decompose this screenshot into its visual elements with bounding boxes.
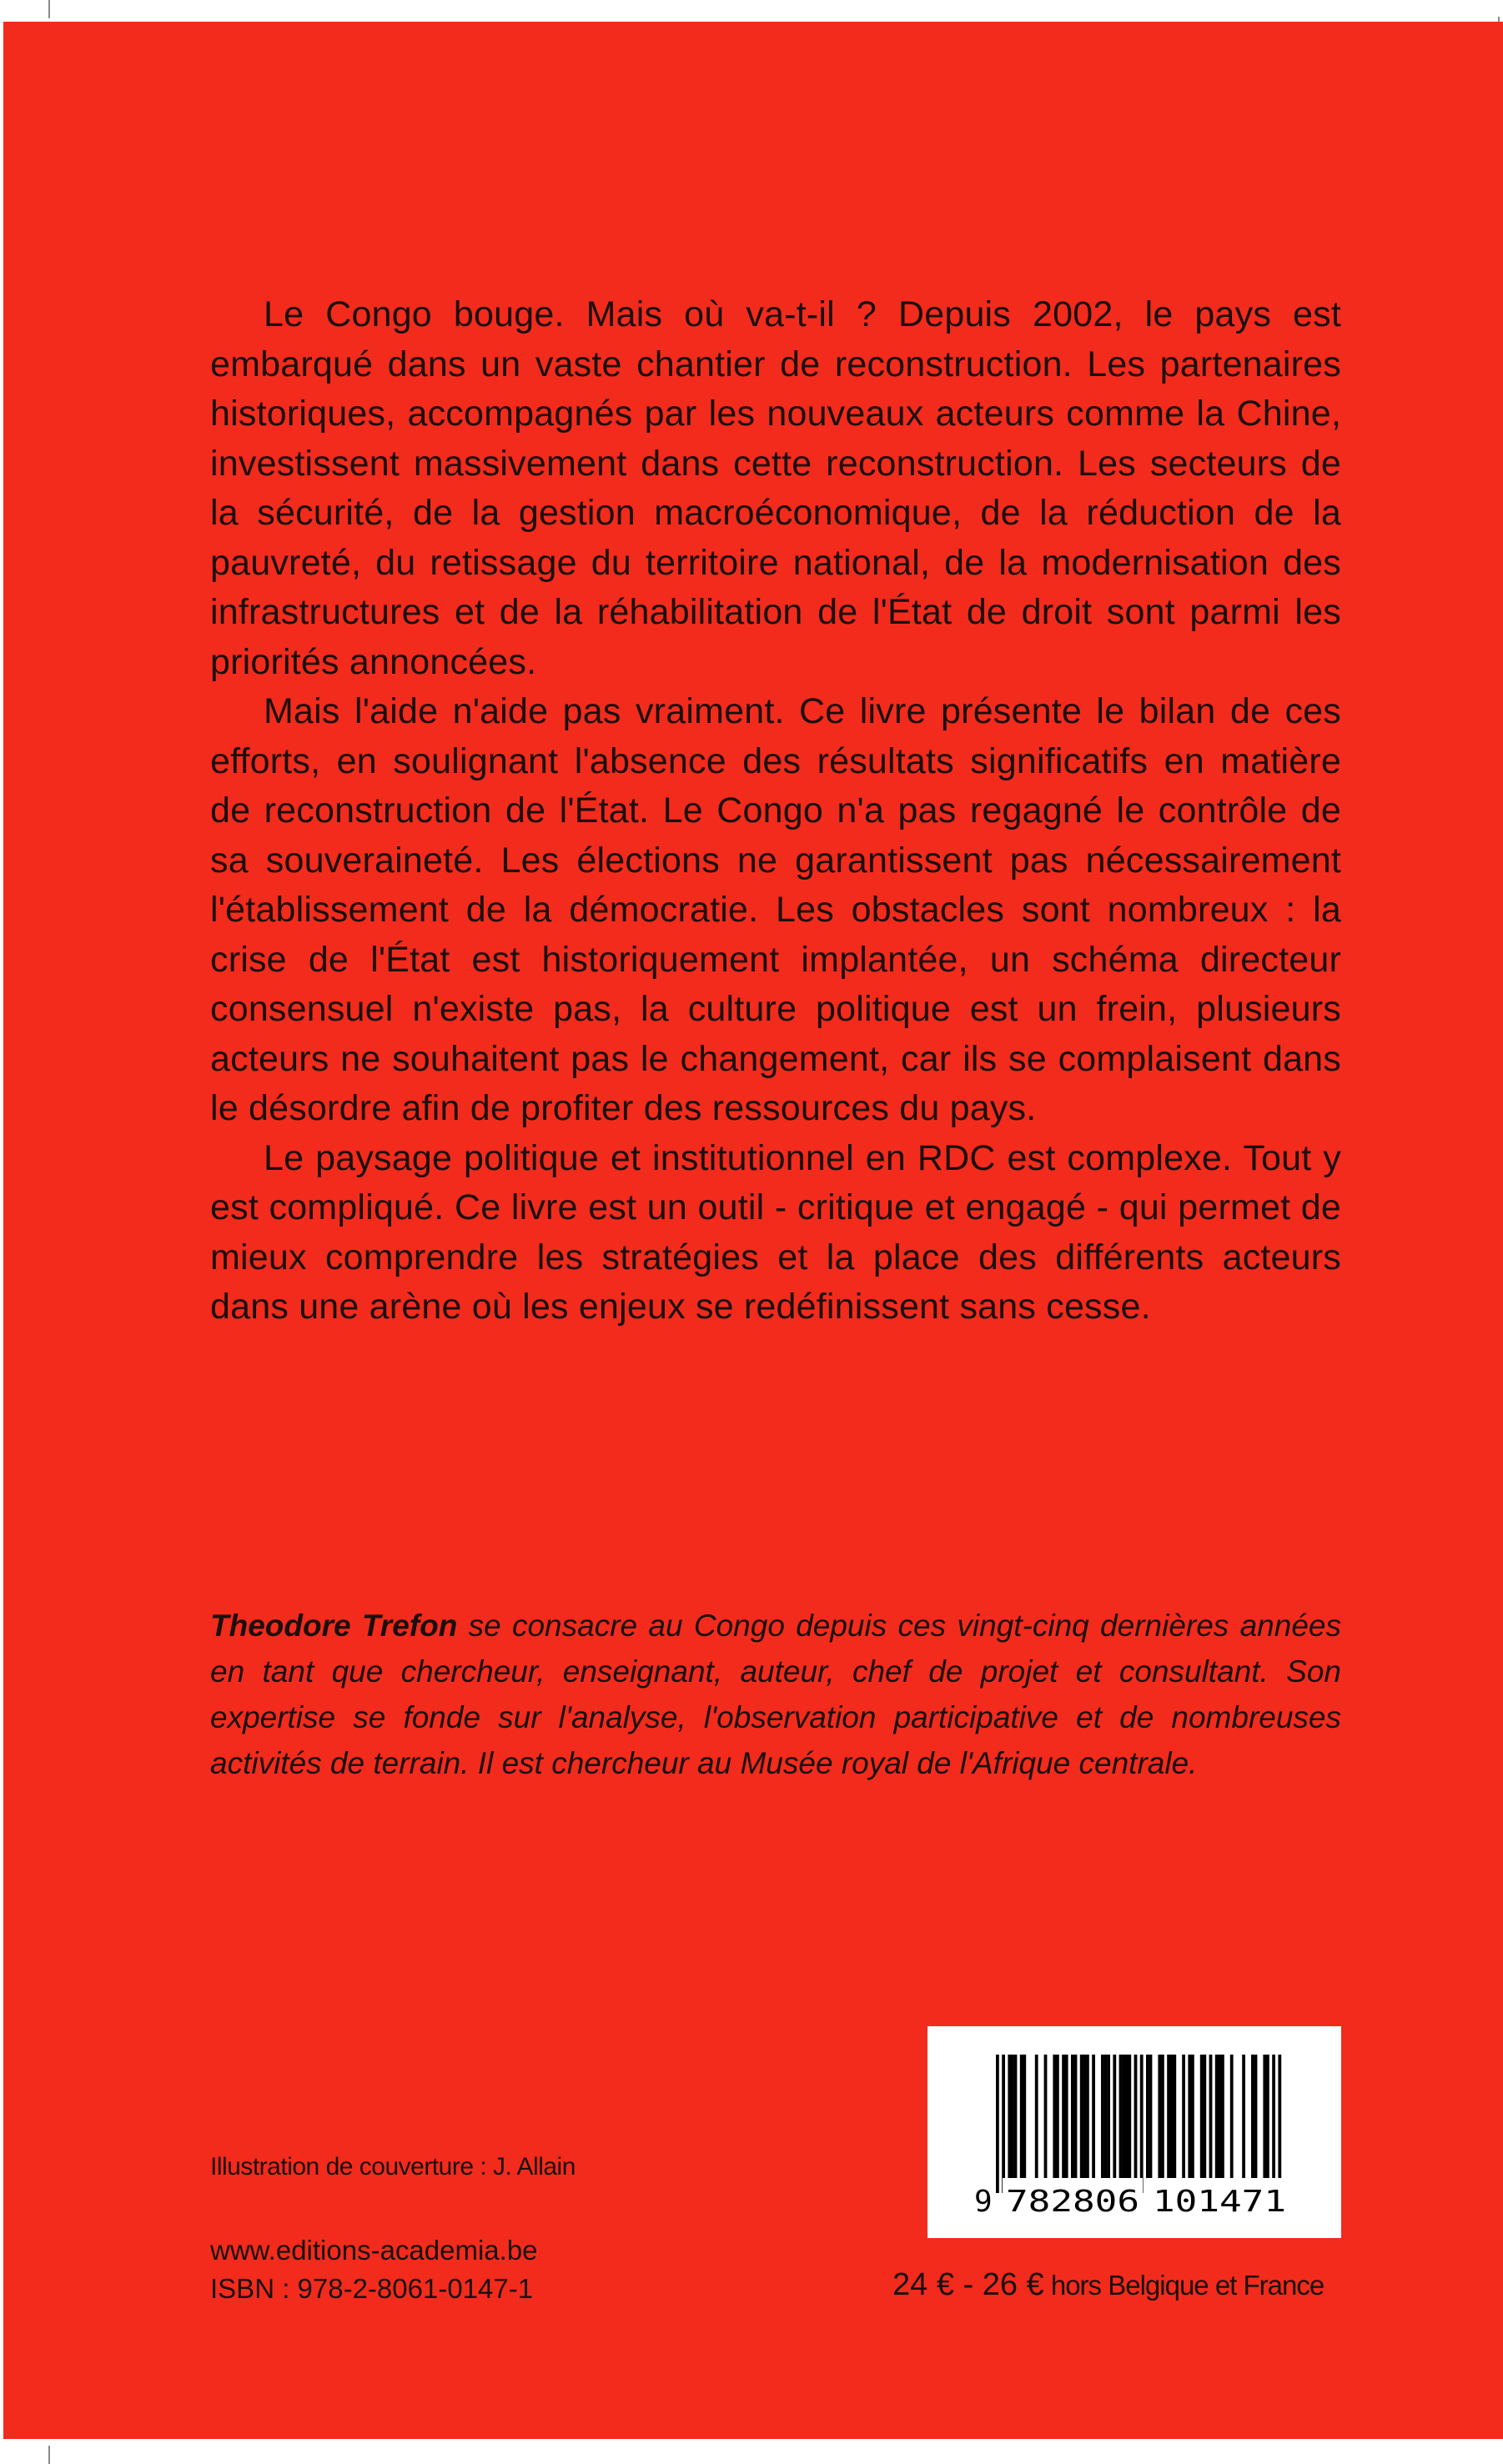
barcode-graphic — [971, 2055, 1301, 2218]
barcode-bar — [1062, 2055, 1065, 2178]
barcode-bar — [1263, 2055, 1266, 2178]
author-bio-text: se consacre au Congo depuis ces vingt-cinq dernières années en tant que chercheur, enseignant, auteur, chef de projet et consultant. Son expertise se fonde sur l'analyse, l'observation participative et de nombreuses activités de terrain. Il est chercheur au Musée royal de l'Afrique centrale. — [210, 1608, 1341, 1780]
barcode-bar — [1161, 2055, 1164, 2178]
barcode-bar — [1008, 2055, 1011, 2178]
barcode-bar — [1158, 2055, 1161, 2178]
barcode-bar — [1128, 2055, 1131, 2178]
barcode-bar — [1203, 2055, 1206, 2178]
barcode-first-digit: 9 — [974, 2185, 993, 2218]
barcode-bar — [1083, 2055, 1086, 2178]
barcode-bar — [1071, 2055, 1074, 2178]
barcode-bar — [1278, 2055, 1281, 2193]
price — [892, 2267, 1324, 2303]
barcode-bar — [1134, 2055, 1138, 2193]
crop-mark-top-left — [48, 0, 50, 18]
price-note: hors Belgique et France — [1043, 2270, 1325, 2301]
blurb-text — [210, 290, 1341, 1332]
barcode-bar — [1119, 2055, 1123, 2178]
barcode-bar — [1251, 2055, 1254, 2178]
barcode-bar — [996, 2055, 999, 2193]
barcode-bar — [1242, 2055, 1245, 2178]
barcode — [927, 2026, 1341, 2238]
barcode-bar — [1053, 2055, 1056, 2178]
barcode-bar — [1230, 2055, 1234, 2178]
barcode-bar — [1170, 2055, 1174, 2178]
crop-mark-bottom-left — [48, 2446, 50, 2464]
barcode-bar — [1035, 2055, 1038, 2178]
barcode-bar — [1209, 2055, 1213, 2178]
barcode-bar — [1023, 2055, 1026, 2178]
barcode-bar — [1065, 2055, 1068, 2178]
barcode-bar — [1149, 2055, 1153, 2178]
barcode-bar — [1002, 2055, 1005, 2193]
barcode-bar — [1104, 2055, 1108, 2178]
barcode-right-digits: 101471 — [1153, 2185, 1286, 2218]
cover-illustration-credit: Illustration de couverture : J. Allain — [210, 2153, 576, 2180]
barcode-bar — [1086, 2055, 1089, 2178]
barcode-bar — [1101, 2055, 1104, 2178]
barcode-bar — [1113, 2055, 1116, 2178]
barcode-bars — [996, 2055, 1281, 2193]
author-name: Theodore Trefon — [210, 1608, 458, 1643]
barcode-bar — [1254, 2055, 1258, 2178]
isbn-number: ISBN : 978-2-8061-0147-1 — [210, 2273, 534, 2304]
barcode-bar — [1200, 2055, 1204, 2178]
barcode-bar — [1146, 2055, 1149, 2178]
barcode-bar — [1221, 2055, 1224, 2178]
back-cover — [3, 22, 1503, 2439]
barcode-bar — [1266, 2055, 1269, 2178]
barcode-bar — [1044, 2055, 1048, 2178]
barcode-bar — [1074, 2055, 1078, 2178]
barcode-bar — [1188, 2055, 1191, 2178]
barcode-bar — [1122, 2055, 1125, 2178]
barcode-bar — [1182, 2055, 1185, 2178]
author-bio — [210, 1603, 1341, 1786]
blurb-paragraph-3: Le paysage politique et institutionnel en RDC est complexe. Tout y est compliqué. Ce livre est un outil - critique et engagé - qui permet de mieux comprendre les stratégies et la place des différents acteurs dans une arène où les enjeux se redéfinissent sans cesse. — [210, 1137, 1341, 1327]
blurb-paragraph-2: Mais l'aide n'aide pas vraiment. Ce livre présente le bilan de ces efforts, en soulignant l'absence des résultats significatifs en matière de reconstruction de l'État. Le Congo n'a pas regagné le contrôle de sa souveraineté. Les élections ne garantissent pas nécessairement l'établissement de la démocratie. Les obstacles sont nombreux : la crise de l'État est historiquement implantée, un schéma directeur consensuel n'existe pas, la culture politique est un frein, plusieurs acteurs ne souhaitent pas le changement, car ils se complaisent dans le désordre afin de profiter des ressources du pays. — [210, 691, 1341, 1128]
barcode-bar — [1167, 2055, 1170, 2178]
barcode-bar — [1107, 2055, 1110, 2178]
barcode-bar — [1218, 2055, 1221, 2178]
barcode-bar — [1014, 2055, 1018, 2178]
barcode-bar — [1272, 2055, 1275, 2193]
barcode-bar — [1140, 2055, 1144, 2193]
barcode-bar — [1092, 2055, 1095, 2178]
barcode-bar — [1125, 2055, 1129, 2178]
barcode-bar — [1215, 2055, 1219, 2178]
author-bio-paragraph — [210, 1603, 1341, 1786]
barcode-bar — [1020, 2055, 1023, 2178]
barcode-left-digits: 782806 — [1006, 2185, 1139, 2218]
barcode-bar — [1173, 2055, 1176, 2178]
barcode-bar — [1191, 2055, 1194, 2178]
barcode-bar — [1080, 2055, 1083, 2178]
blurb-paragraph-1: Le Congo bouge. Mais où va-t-il ? Depuis 2002, le pays est embarqué dans un vaste chantier de reconstruction. Les partenaires historiques, accompagnés par les nouveaux acteurs comme la Chine, investissent massivement dans cette reconstruction. Les secteurs de la sécurité, de la gestion macroéconomique, de la réduction de la pauvreté, du retissage du territoire national, de la modernisation des infrastructures et de la réhabilitation de l'État de droit sont parmi les priorités annoncées. — [210, 294, 1341, 682]
barcode-bar — [1056, 2055, 1059, 2178]
publisher-website: www.editions-academia.be — [210, 2235, 538, 2266]
barcode-bar — [1011, 2055, 1014, 2178]
price-amount: 24 € - 26 € — [892, 2267, 1044, 2302]
